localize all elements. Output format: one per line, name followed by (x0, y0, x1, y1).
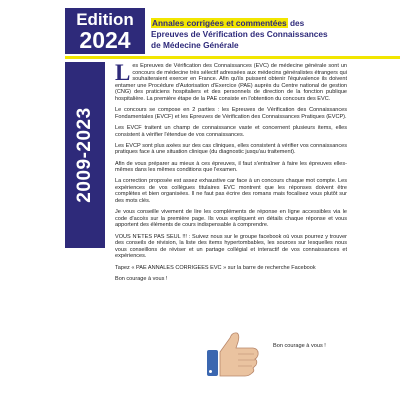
years-label: 2009-2023 (74, 107, 95, 203)
paragraph: Afin de vous préparer au mieux à ces épreuves, il faut s'entraîner à faire les épreuves elles-mêmes dans les mêmes conditions que l'examen. (115, 160, 347, 174)
paragraph-intro-text: es Epreuves de Vérification des Connaissances (EVC) de médecine générale sont un concours de médecine très sélectif adressées aux médecins généralistes étrangers qui souhaiteraient exercer en France. Afin qu'ils puissent obtenir l'équivalence ils doivent entamer une Procédure d'Autorisation d'Exercice (PAE) auprès du Centre national de gestion (CNG) des praticiens hospitaliers et des personnels de direction de la fonction publique hospitalière. La première étape de la PAE consiste en l'obtention du concours des EVC. (115, 63, 347, 102)
edition-badge (65, 8, 145, 54)
paragraph: La correction proposée est assez exhaustive car face à un concours chaque mot compte. Les expériences de vos collègues titulaires EVC montrent que les réponses doivent être complètes et bien organisées. Il ne faut pas écrire des romans mais focalisez vous plutôt sur des mots clés. (115, 178, 347, 205)
paragraph-closing: Bon courage à vous ! (115, 275, 168, 282)
body-text (115, 60, 347, 287)
title-highlight: Annales corrigées et commentées (152, 18, 287, 28)
paragraph-intro (115, 60, 347, 103)
thumbs-up-icon (205, 330, 261, 378)
paragraph: Les EVCP sont plus axées sur des cas cliniques, elles consistent à vérifier vos connaissances pratiques face à une situation clinique (du diagnostic jusqu'au traitement). (115, 142, 347, 156)
header (65, 8, 400, 54)
paragraph: Le concours se compose en 2 parties : les Epreuves de Vérification des Connaissances Fondamentales (EVCF) et les Epreuves de Vérification des Connaissances Pratiques (EVCP). (115, 107, 347, 120)
years-sidebar (65, 62, 105, 248)
paragraph: Je vous conseille vivement de lire les compléments de réponse en ligne accessibles via le code d'accès sur la première page. Ils vous expliquent en détails chaque réponse et vous apportent des éléments de cours indispensable à comprendre. (115, 209, 347, 229)
paragraph: Tapez « PAE ANNALES CORRIGEES EVC » sur la barre de recherche Facebook (115, 264, 316, 271)
paragraph: VOUS N'ETES PAS SEUL !!! : Suivez nous sur le groupe facebook où vous pourrez y trouver des conseils de révision, la liste des items hypertombables, les sources sur lesquelles nous vous conseillons de réviser et un partage collégial et interactif de vos connaissances et expériences. (115, 233, 347, 260)
paragraph: Les EVCF traitent un champ de connaissance vaste et concernent plusieurs items, elles consistent à vérifier l'étendue de vos connaissances. (115, 124, 347, 138)
title-line-1 (151, 18, 304, 29)
title-line-2: Epreuves de Vérification des Connaissances (151, 29, 328, 39)
edition-year: 2024 (79, 27, 131, 53)
drop-cap: L (115, 60, 131, 85)
header-divider (65, 56, 400, 59)
closing-signoff: Bon courage à vous ! (273, 343, 326, 349)
edition-word: Edition (76, 10, 134, 29)
title-line-3: de Médecine Générale (151, 40, 239, 50)
title-line-1-rest: des (287, 18, 305, 28)
